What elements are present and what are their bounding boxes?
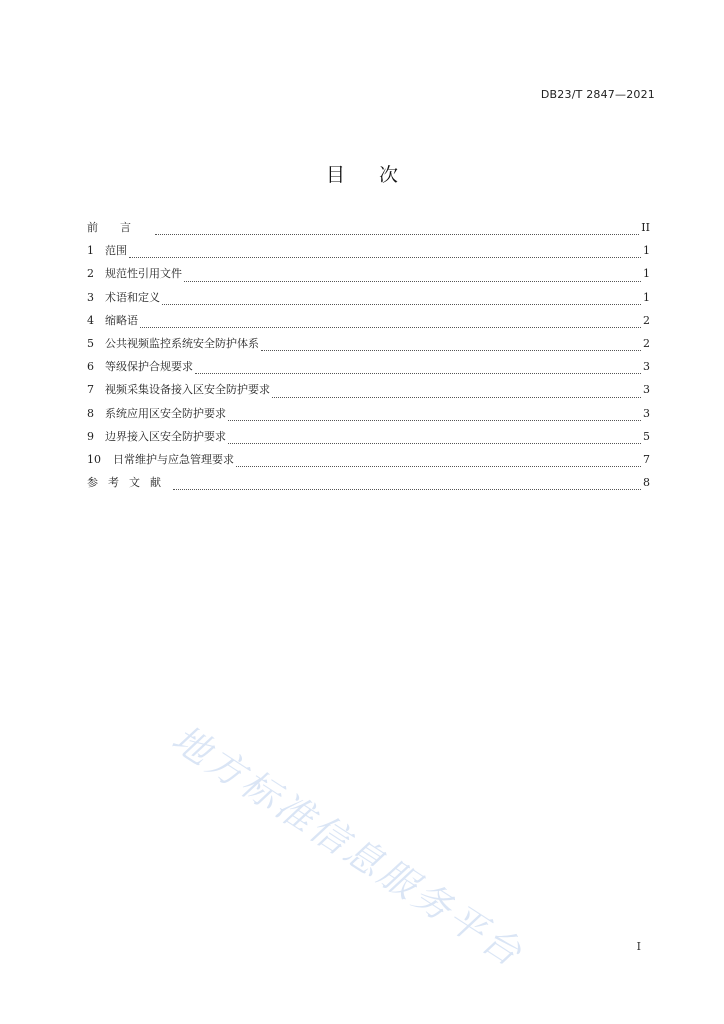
- toc-entry-page: 3: [643, 406, 650, 420]
- dot-leader: [272, 397, 641, 398]
- dot-leader: [140, 327, 641, 328]
- toc-entry-label: 系统应用区安全防护要求: [105, 406, 226, 420]
- toc-entry-number: 3: [87, 290, 94, 304]
- toc-entry-9[interactable]: [87, 428, 650, 451]
- toc-entry-foreword[interactable]: [87, 219, 650, 242]
- toc-entry-label: 视频采集设备接入区安全防护要求: [105, 383, 270, 397]
- page-title: [0, 160, 724, 187]
- toc-entry-page: 2: [643, 336, 650, 350]
- toc-entry-4[interactable]: [87, 312, 650, 335]
- dot-leader: [228, 420, 641, 421]
- toc-entry-label: 边界接入区安全防护要求: [105, 429, 226, 443]
- toc-entry-1[interactable]: [87, 242, 650, 265]
- document-code: DB23/T 2847—2021: [540, 88, 655, 101]
- toc-entry-label: 缩略语: [105, 313, 138, 327]
- toc-entry-number: 5: [87, 336, 94, 350]
- toc-entry-label: 术语和定义: [105, 290, 160, 304]
- toc-entry-page: 1: [643, 290, 650, 304]
- toc-entry-number: 6: [87, 360, 94, 374]
- table-of-contents: [87, 219, 650, 497]
- toc-entry-8[interactable]: [87, 405, 650, 428]
- toc-entry-references[interactable]: [87, 474, 650, 497]
- toc-entry-3[interactable]: [87, 289, 650, 312]
- toc-entry-number: 2: [87, 267, 94, 281]
- page-number: I: [636, 940, 641, 953]
- toc-entry-page: 3: [643, 383, 650, 397]
- toc-entry-2[interactable]: [87, 265, 650, 288]
- toc-entry-number: 1: [87, 244, 94, 258]
- toc-entry-page: 1: [643, 244, 650, 258]
- dot-leader: [155, 234, 639, 235]
- toc-entry-number: 4: [87, 313, 94, 327]
- toc-entry-label: 公共视频监控系统安全防护体系: [105, 336, 259, 350]
- toc-entry-page: 1: [643, 267, 650, 281]
- toc-entry-label: 规范性引用文件: [105, 267, 182, 281]
- dot-leader: [173, 489, 641, 490]
- dot-leader: [184, 281, 641, 282]
- toc-entry-label: 参考文献: [87, 476, 171, 490]
- title-part-1: 目: [325, 164, 345, 186]
- toc-entry-number: 7: [87, 383, 94, 397]
- toc-entry-label: 等级保护合规要求: [105, 360, 193, 374]
- dot-leader: [261, 350, 641, 351]
- toc-entry-6[interactable]: [87, 358, 650, 381]
- toc-entry-page: 3: [643, 360, 650, 374]
- toc-entry-label: 日常维护与应急管理要求: [113, 452, 234, 466]
- toc-entry-5[interactable]: [87, 335, 650, 358]
- dot-leader: [195, 373, 641, 374]
- title-part-2: 次: [379, 164, 399, 186]
- toc-entry-page: 7: [643, 452, 650, 466]
- toc-entry-label: 前言: [87, 221, 153, 234]
- dot-leader: [129, 257, 641, 258]
- dot-leader: [162, 304, 641, 305]
- toc-entry-number: 9: [87, 429, 94, 443]
- toc-entry-10[interactable]: [87, 451, 650, 474]
- toc-entry-label: 范围: [105, 244, 127, 258]
- toc-entry-page: 5: [643, 429, 650, 443]
- toc-entry-page: 8: [643, 476, 650, 490]
- watermark-text: 地方标准信息服务平台: [164, 716, 532, 977]
- toc-entry-page: II: [641, 221, 650, 234]
- dot-leader: [236, 466, 641, 467]
- toc-entry-7[interactable]: [87, 381, 650, 404]
- toc-entry-number: 8: [87, 406, 94, 420]
- dot-leader: [228, 443, 641, 444]
- toc-entry-number: 10: [87, 452, 101, 466]
- toc-entry-page: 2: [643, 313, 650, 327]
